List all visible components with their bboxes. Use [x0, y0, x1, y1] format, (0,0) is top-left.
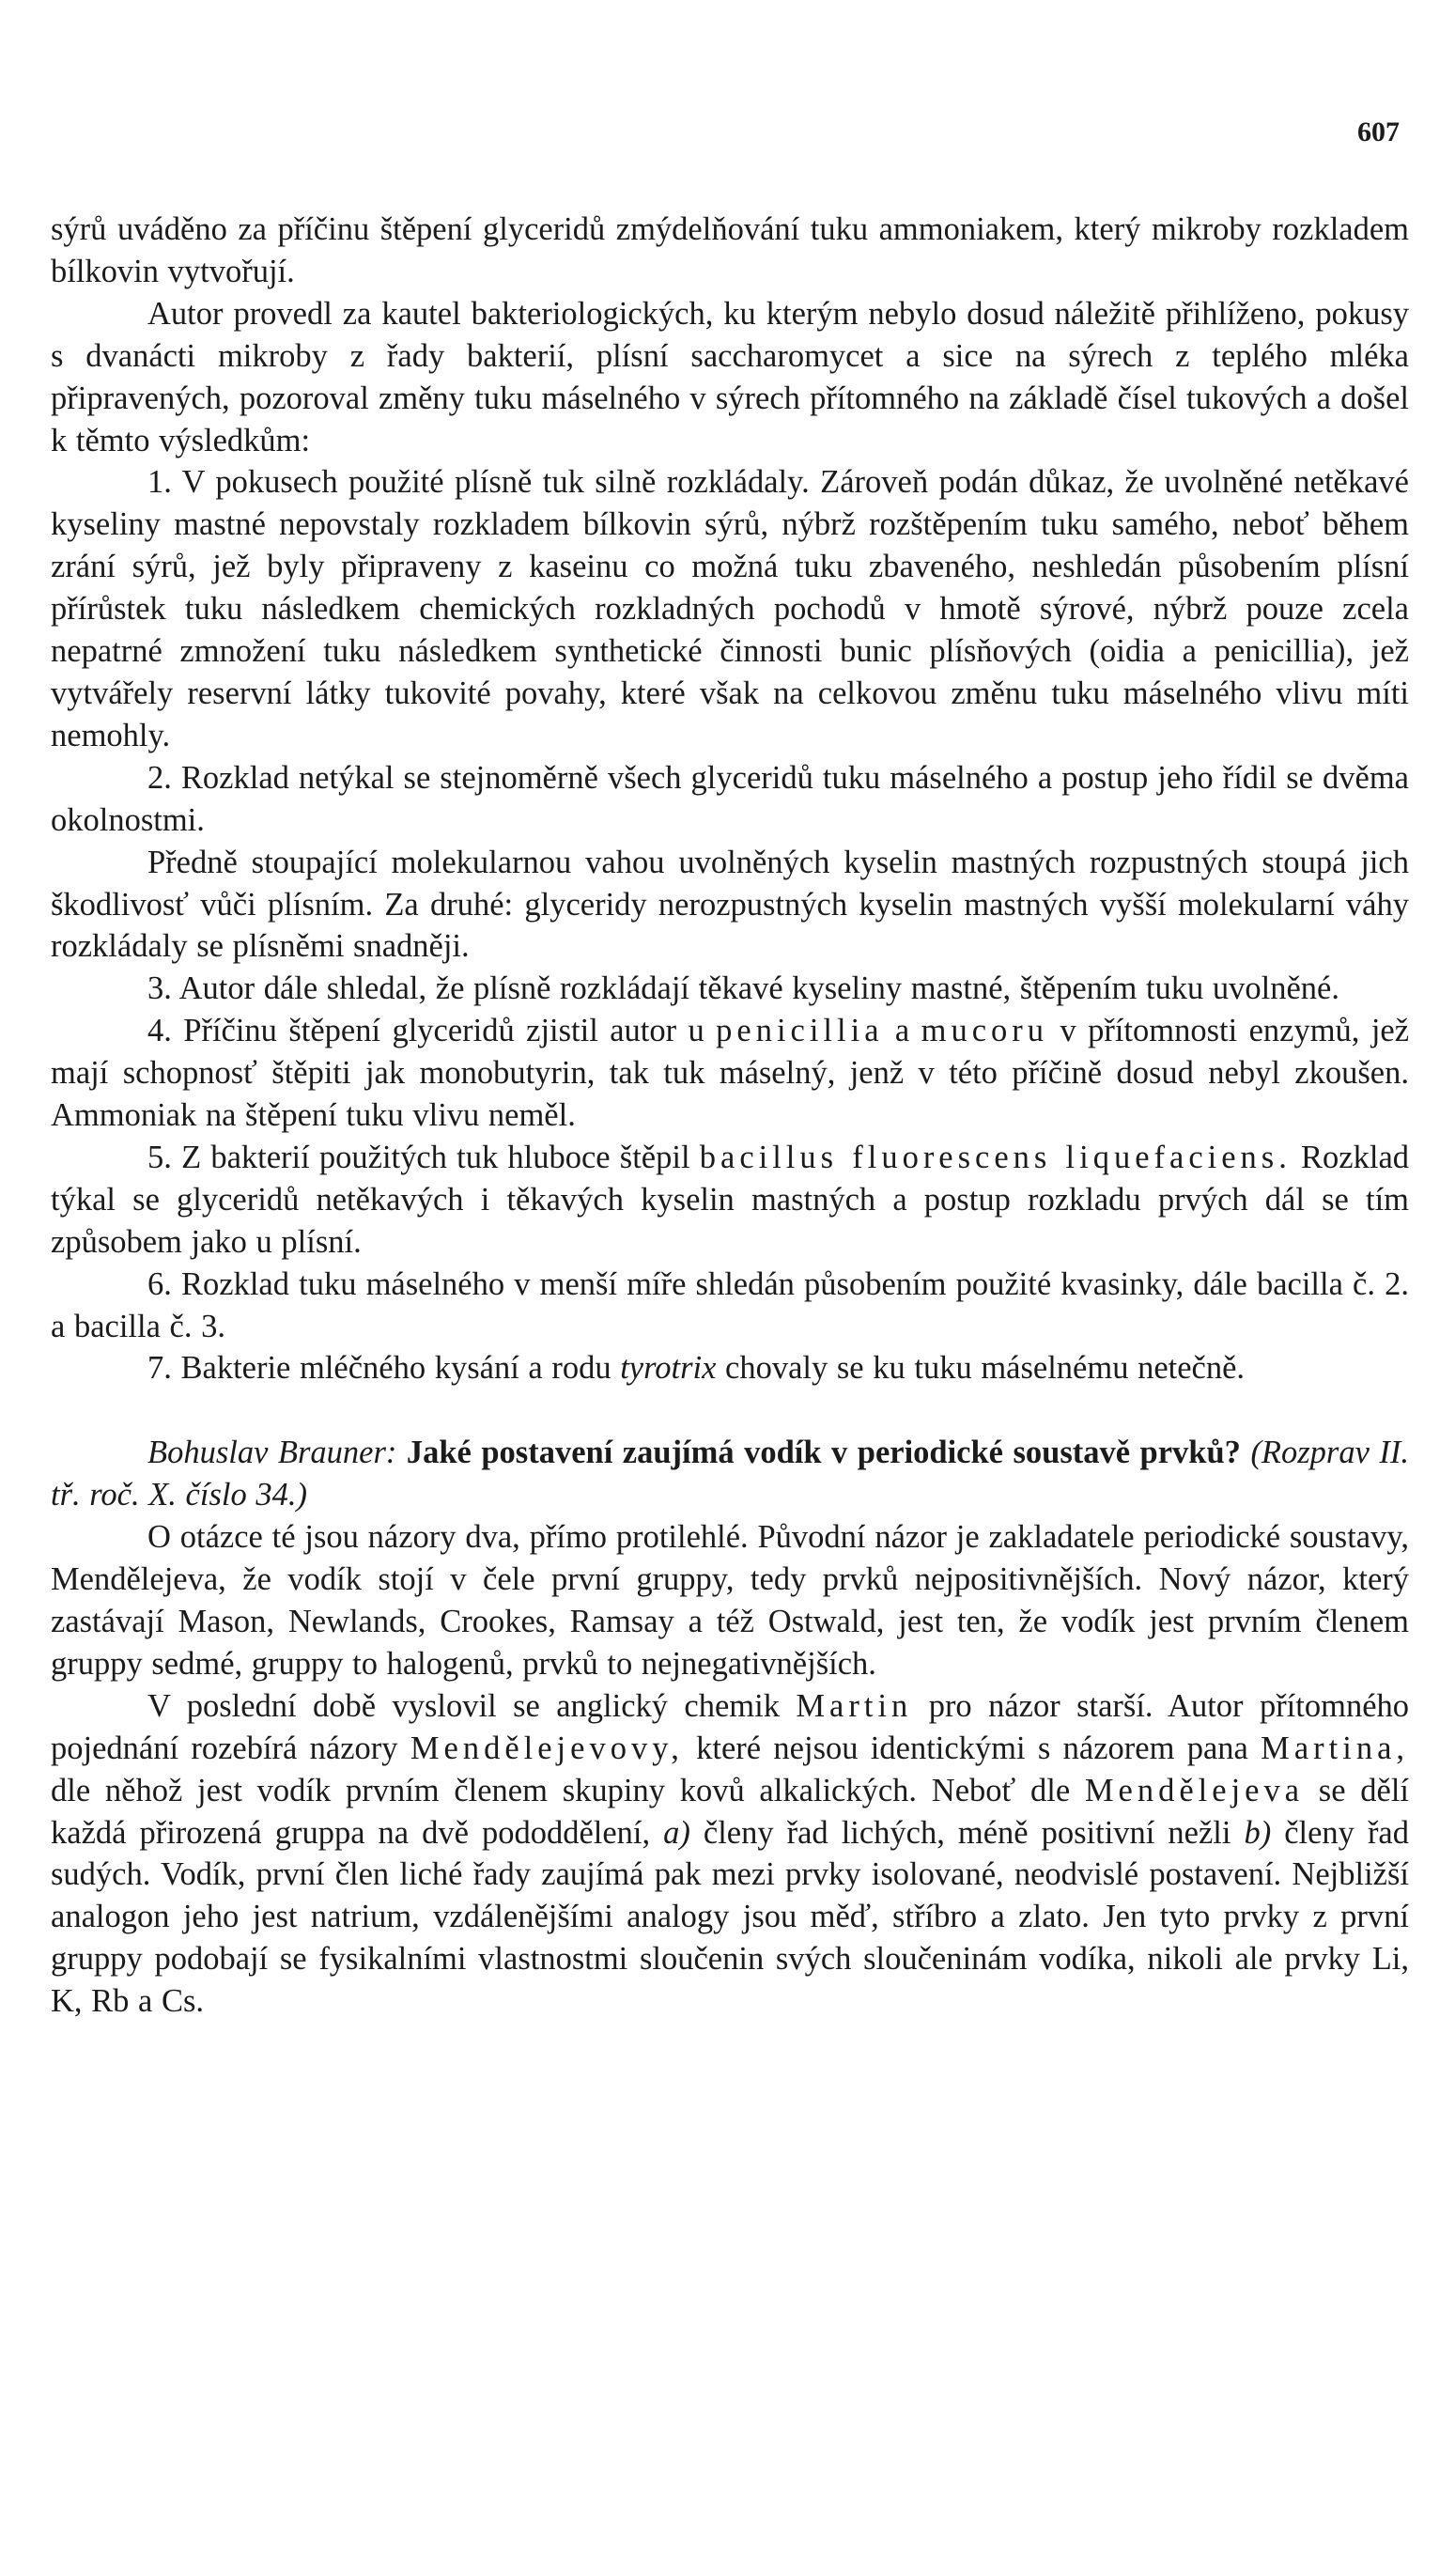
- body-text: [51, 209, 1409, 2023]
- article-paragraph-2: [51, 1685, 1409, 2023]
- paragraph-1: sýrů uváděno za příčinu štěpení glyceridů zmýdelňování tuku ammoniakem, který mikroby rozkladem bílkovin vytvořují.: [51, 211, 1409, 289]
- article-p2-text-g: dle něhož jest vodík prvním členem skupiny kovů alkalických. Neboť dle: [51, 1772, 1071, 1808]
- result-2-detail: Předně stoupající molekularnou vahou uvolněných kyselin mastných rozpustných stoupá jich škodlivosť vůči plísním. Za druhé: glyceridy nerozpustných kyselin mastných vyšší molekularní váhy rozkládaly se plísněmi snadněji.: [51, 844, 1409, 965]
- name-mendelejevovy: Mendělejevovy,: [410, 1730, 684, 1766]
- article-p2-text-k: členy řad lichých, méně positivní nežli: [703, 1814, 1231, 1851]
- article-p2-text-m: členy řad sudých. Vodík, první člen liché řady zaujímá pak mezi prvky isolované, neodvislé postavení. Nejbližší analogon jeho jest natrium, vzdálenějšími analogy jsou měď, stříbro a zlato. Jen tyto prvky z první gruppy podobají se fysikalními vlastnostmi sloučenin svých sloučeninám vodíka, nikoli ale prvky Li, K, Rb a Cs.: [51, 1814, 1409, 2020]
- organism-tyrotrix: tyrotrix: [620, 1350, 717, 1387]
- article-heading: [51, 1432, 1409, 1516]
- paragraph-2: Autor provedl za kautel bakteriologických, ku kterým nebylo dosud náležitě přihlíženo, pokusy s dvanácti mikroby z řady bakterií, plísní saccharomycet a sice na sýrech z teplého mléka připravených, pozoroval změny tuku máselného v sýrech přítomného na základě čísel tukových a došel k těmto výsledkům:: [51, 295, 1409, 458]
- result-5-text-a: 5. Z bakterií použitých tuk hluboce štěpil: [147, 1139, 690, 1175]
- page-number: 607: [1357, 116, 1400, 147]
- result-7-text-a: 7. Bakterie mléčného kysání a rodu: [147, 1350, 611, 1387]
- article-p2-text-a: V poslední době vyslovil se anglický chemik: [147, 1687, 780, 1724]
- result-7: [51, 1347, 1409, 1389]
- organism-penicillia: penicillia: [716, 1013, 884, 1049]
- article-author: Bohuslav Brauner:: [147, 1435, 397, 1471]
- subdivision-a: a): [663, 1814, 690, 1851]
- article-p2-text-c: pro názor starší. Autor přítomného pojednání rozebírá názory: [51, 1687, 1410, 1766]
- result-6: 6. Rozklad tuku máselného v menší míře shledán působením použité kvasinky, dále bacilla č. 2. a bacilla č. 3.: [51, 1265, 1409, 1344]
- article-paragraph-1: O otázce té jsou názory dva, přímo protilehlé. Původní názor je zakladatele periodické soustavy, Mendělejeva, že vodík stojí v čele první gruppy, tedy prvků nejpositivnějších. Nový názor, který zastávají Mason, Newlands, Crookes, Ramsay a též Ostwald, jest ten, že vodík jest prvním členem gruppy sedmé, gruppy to halogenů, prvků to nejnegativnějších.: [51, 1519, 1409, 1682]
- result-3: 3. Autor dále shledal, že plísně rozkládají těkavé kyseliny mastné, štěpením tuku uvolněné.: [147, 970, 1339, 1007]
- result-4-text-a: 4. Příčinu štěpení glyceridů zjistil autor u: [147, 1013, 704, 1049]
- name-martin: Martin: [796, 1687, 913, 1724]
- result-5-text-c: Rozklad týkal se glyceridů netěkavých i těkavých kyselin mastných a postup rozkladu prvých dál se tím způsobem jako u plísní.: [51, 1139, 1410, 1260]
- result-5: [51, 1137, 1409, 1264]
- subdivision-b: b): [1244, 1814, 1272, 1851]
- result-4-text-c: a: [894, 1013, 910, 1049]
- name-mendelejeva: Mendělejeva: [1084, 1772, 1305, 1808]
- result-4: [51, 1010, 1409, 1137]
- result-2: 2. Rozklad netýkal se stejnoměrně všech glyceridů tuku máselného a postup jeho řídil se dvěma okolnostmi.: [51, 759, 1409, 838]
- article-citation: (Rozprav II. tř. roč. X. číslo 34.): [51, 1435, 1410, 1513]
- organism-mucoru: mucoru: [921, 1013, 1049, 1049]
- result-4-text-e: v přítomnosti enzymů, jež mají schopnosť štěpiti jak monobutyrin, tak tuk máselný, jenž v této příčině dosud nebyl zkoušen. Ammoniak na štěpení tuku vlivu neměl.: [51, 1013, 1410, 1134]
- result-1: 1. V pokusech použité plísně tuk silně rozkládaly. Zároveň podán důkaz, že uvolněné netěkavé kyseliny mastné nepovstaly rozkladem bílkovin sýrů, nýbrž rozštěpením tuku samého, neboť během zrání sýrů, jež byly připraveny z kaseinu co možná tuku zbaveného, neshledán působením plísní přírůstek tuku následkem chemických rozkladných pochodů v hmotě sýrové, nýbrž pouze zcela nepatrné zmnožení tuku následkem synthetické činnosti bunic plísňových (oidia a penicillia), jež vytvářely reservní látky tukovité povahy, které však na celkovou změnu tuku máselného vlivu míti nemohly.: [51, 464, 1409, 753]
- organism-bacillus-fluorescens: bacillus fluorescens liquefaciens.: [699, 1139, 1292, 1175]
- result-7-text-c: chovaly se ku tuku máselnému netečně.: [725, 1350, 1246, 1387]
- article-title: Jaké postavení zaujímá vodík v periodické soustavě prvků?: [406, 1435, 1241, 1471]
- article-p2-text-i: se dělí každá přirozená gruppa na dvě pododdělení,: [51, 1772, 1409, 1851]
- article-p2-text-e: které nejsou identickými s názorem pana: [696, 1730, 1248, 1766]
- name-martina: Martina,: [1261, 1730, 1410, 1766]
